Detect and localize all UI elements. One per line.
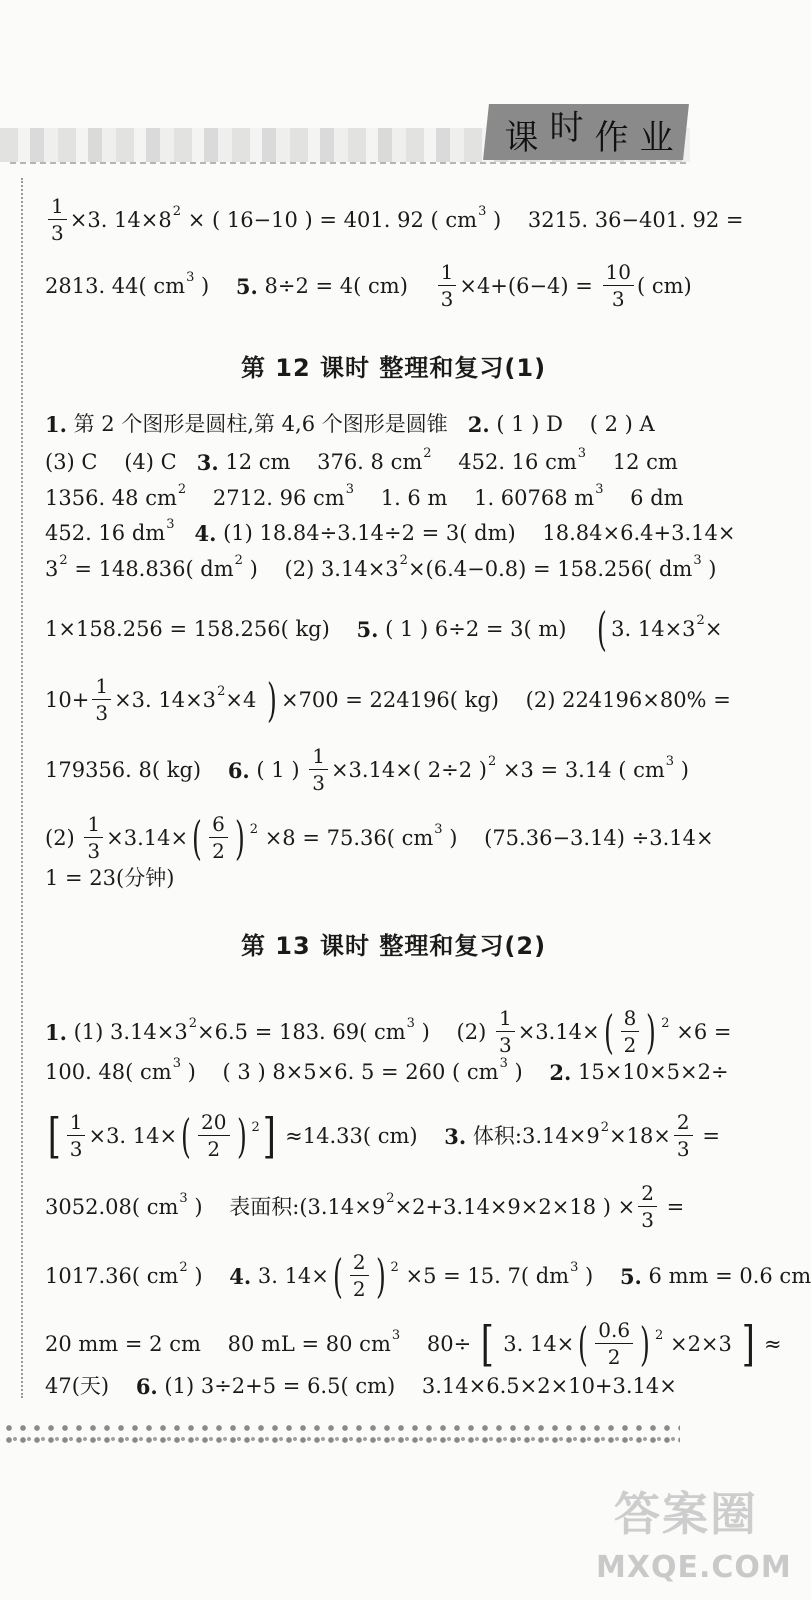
answer-line: 3052.08( cm 3 ) 表面积:(3.14×9 2 ×2+3.14×9×2×18 ) × $\frac{2}{3}$ = bbox=[45, 1181, 685, 1232]
fraction: $\frac{1}{3}$ bbox=[84, 814, 103, 862]
big-paren-close: ) bbox=[375, 1248, 386, 1303]
big-bracket-open: [ bbox=[47, 1107, 61, 1164]
footer-dots-small bbox=[8, 1432, 680, 1446]
question-number: 5. bbox=[356, 616, 379, 642]
section-title-13: 第 13 课时 整理和复习(2) bbox=[240, 932, 547, 960]
fraction: $\frac{1}{3}$ bbox=[309, 746, 328, 794]
answer-line: 179356. 8( kg) 6. ( 1 ) $\frac{1}{3}$ ×3.14×( 2÷2 ) 2 ×3 = 3.14 ( cm 3 ) bbox=[45, 744, 689, 795]
answer-line: 10+ $\frac{1}{3}$ ×3. 14×3 2 ×4 ) ×700 = 224196( kg) (2) 224196×80% = bbox=[45, 672, 731, 727]
big-paren-open: ( bbox=[332, 1248, 343, 1303]
fraction: $\frac{1}{3}$ bbox=[496, 1008, 515, 1056]
answer-line: (3) C (4) C 3. 12 cm 376. 8 cm 2 452. 16 cm 3 12 cm bbox=[45, 446, 678, 475]
answer-line: 1×158.256 = 158.256( kg) 5. ( 1 ) 6÷2 = 3( m) ( 3. 14×3 2 × bbox=[45, 602, 723, 656]
question-number: 4. bbox=[229, 1263, 252, 1289]
question-number: 1. bbox=[45, 412, 67, 437]
answer-line: 1017.36( cm 2 ) 4. 3. 14× ( $\frac{2}{2}$ ) 2 ×5 = 15. 7( dm 3 ) 5. 6 mm = 0.6 cm bbox=[45, 1248, 811, 1303]
answer-line: 1356. 48 cm 2 2712. 96 cm 3 1. 6 m 1. 60768 m 3 6 dm bbox=[45, 482, 684, 510]
fraction: $\frac{1}{3}$ bbox=[92, 676, 111, 724]
answer-line: 1. (1) 3.14×3 2 ×6.5 = 183. 69( cm 3 ) (2) $\frac{1}{3}$ ×3.14× ( $\frac{8}{2}$ ) 2 ×6 = bbox=[45, 1004, 732, 1059]
answer-line: 1. 第 2 个图形是圆柱,第 4,6 个图形是圆锥 2. ( 1 ) D ( 2 ) A bbox=[45, 412, 655, 437]
big-paren-open: ( bbox=[181, 1108, 192, 1163]
question-number: 4. bbox=[194, 521, 217, 546]
fraction: $\frac{2}{3}$ bbox=[674, 1112, 693, 1160]
fraction: $\frac{20}{2}$ bbox=[198, 1112, 229, 1160]
fraction: $\frac{2}{3}$ bbox=[638, 1183, 657, 1231]
fraction: $\frac{8}{2}$ bbox=[621, 1008, 640, 1056]
answer-line: 47(天) 6. (1) 3÷2+5 = 6.5( cm) 3.14×6.5×2×10+3.14× bbox=[45, 1374, 677, 1399]
question-number: 5. bbox=[619, 1263, 642, 1289]
big-paren-close: ) bbox=[267, 672, 277, 727]
fraction: $\frac{6}{2}$ bbox=[209, 814, 228, 862]
answer-line: 100. 48( cm 3 ) ( 3 ) 8×5×6. 5 = 260 ( cm 3 ) 2. 15×10×5×2÷ bbox=[45, 1056, 729, 1085]
watermark-logo: 答案圈 MXQE.COM bbox=[596, 1487, 792, 1585]
big-bracket-open: [ bbox=[480, 1315, 494, 1372]
answer-line: 20 mm = 2 cm 80 mL = 80 cm 3 80÷ [ 3. 14× ( $\frac{0.6}{2}$ ) 2 ×2×3 ] ≈ bbox=[45, 1315, 782, 1372]
fraction: $\frac{2}{2}$ bbox=[350, 1252, 369, 1300]
question-number: 2. bbox=[467, 412, 490, 437]
answer-line: 452. 16 dm 3 4. (1) 18.84÷3.14÷2 = 3( dm) 18.84×6.4+3.14× bbox=[45, 517, 736, 546]
fraction: $\frac{1}{3}$ bbox=[438, 262, 457, 310]
answer-line: (2) $\frac{1}{3}$ ×3.14× ( $\frac{6}{2}$ ) 2 ×8 = 75.36( cm 3 ) (75.36−3.14) ÷3.14× bbox=[45, 810, 714, 865]
answer-line: 2813. 44( cm 3 ) 5. 8÷2 = 4( cm) $\frac{1}{3}$ ×4+(6−4) = $\frac{10}{3}$ ( cm) bbox=[45, 260, 692, 311]
answer-line: [ $\frac{1}{3}$ ×3. 14× ( $\frac{20}{2}$ ) 2 ] ≈14.33( cm) 3. 体积:3.14×9 2 ×18× $\frac{2}{3}$ = bbox=[47, 1107, 720, 1164]
question-number: 1. bbox=[45, 1019, 67, 1045]
question-number: 2. bbox=[549, 1060, 572, 1085]
big-paren-close: ) bbox=[236, 1108, 247, 1163]
fraction: $\frac{0.6}{2}$ bbox=[595, 1320, 633, 1368]
big-paren-open: ( bbox=[603, 1004, 614, 1059]
header-title: 课 时 作 业 bbox=[504, 107, 676, 158]
question-number: 6. bbox=[135, 1374, 158, 1399]
fraction: $\frac{1}{3}$ bbox=[67, 1112, 86, 1160]
big-paren-open: ( bbox=[597, 602, 608, 656]
answer-line: 1 = 23(分钟) bbox=[45, 866, 175, 890]
big-paren-close: ) bbox=[234, 810, 245, 865]
question-number: 6. bbox=[227, 757, 250, 783]
question-number: 3. bbox=[444, 1123, 467, 1149]
fraction: $\frac{1}{3}$ bbox=[48, 196, 67, 244]
big-bracket-close: ] bbox=[262, 1107, 276, 1164]
section-title-12: 第 12 课时 整理和复习(1) bbox=[240, 354, 547, 382]
big-paren-close: ) bbox=[646, 1004, 657, 1059]
big-paren-close: ) bbox=[640, 1316, 650, 1371]
big-paren-open: ( bbox=[192, 810, 203, 865]
answer-line: 3 2 = 148.836( dm 2 ) (2) 3.14×3 2 ×(6.4−0.8) = 158.256( dm 3 ) bbox=[45, 553, 717, 581]
big-bracket-close: ] bbox=[741, 1315, 755, 1372]
question-number: 5. bbox=[235, 273, 258, 299]
answer-line: $\frac{1}{3}$ ×3. 14×8 2 × ( 16−10 ) = 401. 92 ( cm 3 ) 3215. 36−401. 92 = bbox=[45, 196, 745, 244]
question-number: 3. bbox=[196, 450, 219, 475]
big-paren-open: ( bbox=[578, 1316, 589, 1371]
fraction: $\frac{10}{3}$ bbox=[603, 262, 634, 310]
